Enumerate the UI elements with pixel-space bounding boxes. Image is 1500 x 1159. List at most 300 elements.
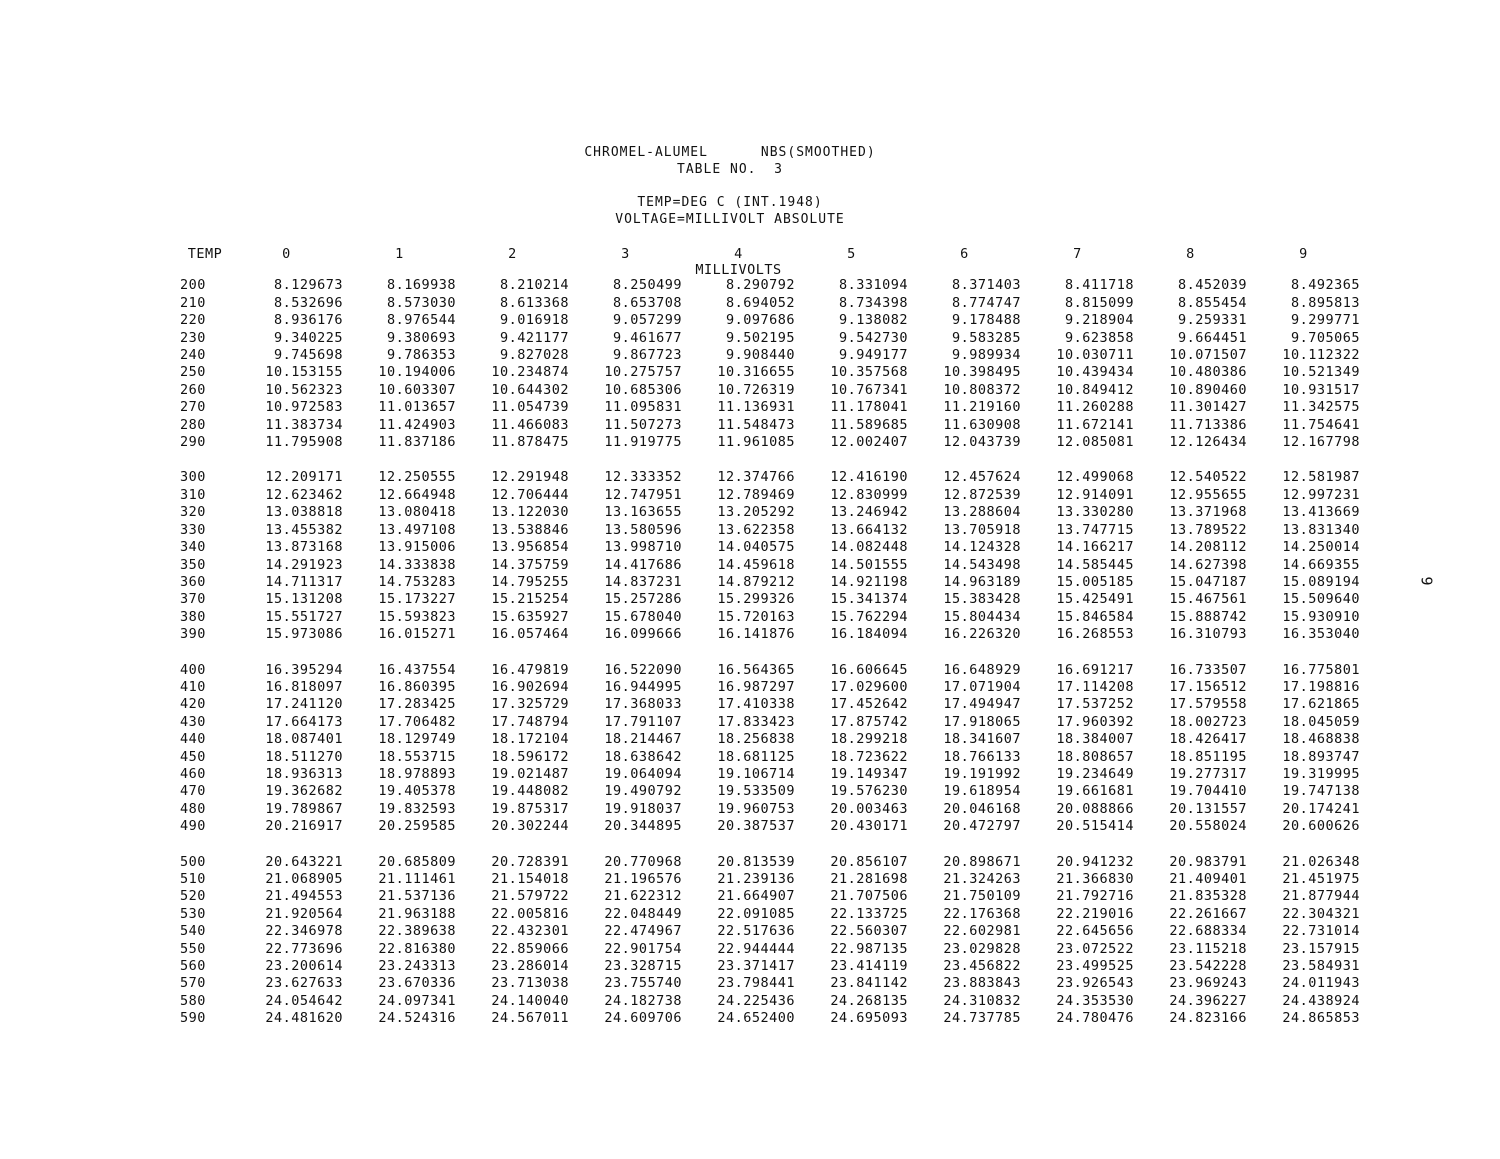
- millivolt-cell: 21.750109: [943, 888, 1021, 905]
- table-row: [180, 539, 1360, 556]
- table-row: [180, 679, 1360, 696]
- millivolt-cell: 12.085081: [1056, 434, 1134, 451]
- millivolt-cell: 19.618954: [943, 783, 1021, 800]
- table-row: [180, 888, 1360, 905]
- millivolt-cell: 18.766133: [943, 748, 1021, 765]
- millivolt-cell: 20.131557: [1169, 800, 1247, 817]
- header-title: CHROMEL-ALUMEL NBS(SMOOTHED): [584, 145, 876, 160]
- millivolt-cell: 12.540522: [1169, 469, 1247, 486]
- millivolt-cell: 19.832593: [378, 800, 456, 817]
- millivolt-cell: 16.057464: [491, 626, 569, 643]
- millivolt-cell: 19.960753: [717, 800, 795, 817]
- millivolt-cell: 9.664451: [1177, 329, 1247, 346]
- millivolt-cell: 9.827028: [499, 347, 569, 364]
- table-row: [180, 312, 1360, 329]
- millivolt-cell: 17.325729: [491, 696, 569, 713]
- millivolt-cell: 17.114208: [1056, 678, 1134, 695]
- millivolt-cell: 22.645656: [1056, 923, 1134, 940]
- millivolt-cell: 9.299771: [1290, 312, 1360, 329]
- table-row: [180, 330, 1360, 347]
- millivolt-cell: 22.176368: [943, 905, 1021, 922]
- row-temperature: 550: [180, 940, 206, 957]
- millivolt-cell: 22.859066: [491, 940, 569, 957]
- millivolt-cell: 18.256838: [717, 731, 795, 748]
- millivolt-cell: 19.747138: [1282, 783, 1360, 800]
- millivolt-cell: 13.371968: [1169, 504, 1247, 521]
- millivolt-cell: 13.956854: [491, 539, 569, 556]
- table-row: [180, 766, 1360, 783]
- millivolt-cell: 15.888742: [1169, 608, 1247, 625]
- row-temperature: 250: [180, 364, 206, 381]
- millivolt-cell: 24.011943: [1282, 975, 1360, 992]
- millivolt-cell: 9.461677: [612, 329, 682, 346]
- millivolt-cell: 24.268135: [830, 992, 908, 1009]
- millivolt-cell: 24.438924: [1282, 992, 1360, 1009]
- millivolt-cell: 21.537136: [378, 888, 456, 905]
- millivolt-cell: 14.627398: [1169, 556, 1247, 573]
- millivolt-cell: 9.380693: [386, 329, 456, 346]
- millivolt-cell: 22.602981: [943, 923, 1021, 940]
- row-temperature: 490: [180, 818, 206, 835]
- millivolt-cell: 8.613368: [499, 294, 569, 311]
- millivolt-cell: 15.215254: [491, 591, 569, 608]
- millivolt-cell: 21.792716: [1056, 888, 1134, 905]
- millivolt-cell: 21.196576: [604, 871, 682, 887]
- millivolt-cell: 23.755740: [604, 975, 682, 992]
- millivolt-cell: 20.558024: [1169, 818, 1247, 835]
- millivolt-cell: 24.737785: [943, 1010, 1021, 1027]
- block-spacer: [180, 451, 1360, 469]
- millivolt-cell: 16.310793: [1169, 626, 1247, 643]
- millivolt-cell: 23.841142: [830, 975, 908, 992]
- millivolt-cell: 23.627633: [265, 975, 343, 992]
- table-row: [180, 783, 1360, 800]
- millivolt-cell: 24.310832: [943, 992, 1021, 1009]
- millivolt-cell: 13.163655: [604, 504, 682, 521]
- millivolt-cell: 16.564365: [717, 661, 795, 678]
- millivolt-cell: 13.122030: [491, 504, 569, 521]
- millivolt-cell: 16.353040: [1282, 626, 1360, 643]
- millivolt-cell: 17.537252: [1056, 696, 1134, 713]
- millivolt-cell: 16.818097: [265, 678, 343, 695]
- row-temperature: 350: [180, 556, 206, 573]
- millivolt-cell: 14.166217: [1056, 539, 1134, 556]
- column-header-row: [180, 246, 1360, 263]
- millivolt-cell: 19.661681: [1056, 783, 1134, 800]
- column-header: 2: [508, 246, 517, 262]
- millivolt-cell: 10.071507: [1169, 347, 1247, 364]
- row-temperature: 410: [180, 678, 206, 695]
- table-row: [180, 993, 1360, 1010]
- millivolt-cell: 19.191992: [943, 765, 1021, 782]
- millivolt-cell: 23.584931: [1282, 958, 1360, 975]
- millivolt-cell: 23.286014: [491, 958, 569, 975]
- millivolt-cell: 18.045059: [1282, 713, 1360, 730]
- millivolt-cell: 19.789867: [265, 800, 343, 817]
- millivolt-cell: 16.606645: [830, 661, 908, 678]
- millivolt-cell: 9.097686: [725, 312, 795, 329]
- header-table-number: TABLE NO. 3: [677, 162, 783, 177]
- millivolt-cell: 17.918065: [943, 713, 1021, 730]
- millivolt-cell: 15.635927: [491, 608, 569, 625]
- table-row: [180, 871, 1360, 888]
- table-row: [180, 487, 1360, 504]
- millivolt-cell: 14.585445: [1056, 556, 1134, 573]
- millivolt-cell: 20.728391: [491, 853, 569, 870]
- row-temperature: 450: [180, 748, 206, 765]
- row-temperature: 540: [180, 923, 206, 940]
- millivolt-cell: 17.494947: [943, 696, 1021, 713]
- millivolt-cell: 15.425491: [1056, 591, 1134, 608]
- millivolt-cell: 24.823166: [1169, 1010, 1247, 1027]
- row-temperature: 290: [180, 434, 206, 451]
- millivolt-cell: 11.713386: [1169, 416, 1247, 433]
- millivolt-cell: 10.439434: [1056, 364, 1134, 381]
- millivolt-cell: 15.005185: [1056, 573, 1134, 590]
- millivolt-cell: 19.875317: [491, 800, 569, 817]
- millivolt-cell: 21.281698: [830, 871, 908, 887]
- millivolt-cell: 13.998710: [604, 539, 682, 556]
- millivolt-cell: 21.622312: [604, 888, 682, 905]
- millivolt-cell: 20.898671: [943, 853, 1021, 870]
- millivolt-cell: 8.210214: [499, 277, 569, 294]
- millivolt-cell: 18.384007: [1056, 731, 1134, 748]
- table-row: [180, 818, 1360, 835]
- millivolt-cell: 13.288604: [943, 504, 1021, 521]
- millivolt-cell: 8.411718: [1064, 277, 1134, 294]
- millivolt-cell: 16.437554: [378, 661, 456, 678]
- millivolt-cell: 23.328715: [604, 958, 682, 975]
- millivolt-cell: 15.173227: [378, 591, 456, 608]
- millivolt-cell: 20.983791: [1169, 853, 1247, 870]
- millivolt-cell: 20.813539: [717, 853, 795, 870]
- row-temperature: 570: [180, 975, 206, 992]
- millivolt-cell: 10.030711: [1056, 347, 1134, 364]
- millivolt-cell: 23.029828: [943, 940, 1021, 957]
- row-temperature: 300: [180, 469, 206, 486]
- row-temperature: 470: [180, 783, 206, 800]
- row-temperature: 380: [180, 608, 206, 625]
- millivolt-cell: 16.015271: [378, 626, 456, 643]
- table-row: [180, 906, 1360, 923]
- millivolt-cell: 15.804434: [943, 608, 1021, 625]
- column-header: 8: [1186, 246, 1195, 262]
- millivolt-cell: 9.138082: [838, 312, 908, 329]
- millivolt-cell: 24.865853: [1282, 1010, 1360, 1027]
- millivolt-cell: 12.581987: [1282, 469, 1360, 486]
- millivolt-cell: 17.410338: [717, 696, 795, 713]
- table-row: [180, 696, 1360, 713]
- millivolt-cell: 13.205292: [717, 504, 795, 521]
- millivolt-cell: 20.685809: [378, 853, 456, 870]
- millivolt-cell: 11.672141: [1056, 416, 1134, 433]
- millivolt-cell: 22.688334: [1169, 923, 1247, 940]
- millivolt-cell: 8.774747: [951, 294, 1021, 311]
- table-row: [180, 399, 1360, 416]
- millivolt-cell: 21.409401: [1169, 871, 1247, 887]
- millivolt-cell: 18.214467: [604, 731, 682, 748]
- millivolt-cell: 20.770968: [604, 853, 682, 870]
- row-temperature: 210: [180, 294, 206, 311]
- millivolt-cell: 12.664948: [378, 486, 456, 503]
- millivolt-cell: 18.808657: [1056, 748, 1134, 765]
- row-temperature: 460: [180, 765, 206, 782]
- millivolt-cell: 8.573030: [386, 294, 456, 311]
- millivolt-cell: 22.304321: [1282, 905, 1360, 922]
- millivolt-cell: 24.396227: [1169, 992, 1247, 1009]
- millivolt-cell: 14.753283: [378, 573, 456, 590]
- millivolt-cell: 8.532696: [273, 294, 343, 311]
- millivolt-cell: 23.157915: [1282, 940, 1360, 957]
- row-temperature: 580: [180, 992, 206, 1009]
- table-row: [180, 854, 1360, 871]
- millivolt-cell: 17.706482: [378, 713, 456, 730]
- row-temperature: 200: [180, 277, 206, 294]
- millivolt-cell: 22.474967: [604, 923, 682, 940]
- millivolt-cell: 20.430171: [830, 818, 908, 835]
- row-temperature: 220: [180, 312, 206, 329]
- table-body: [180, 277, 1360, 1027]
- millivolt-cell: 14.543498: [943, 556, 1021, 573]
- millivolt-cell: 8.290792: [725, 277, 795, 294]
- millivolt-cell: 16.648929: [943, 661, 1021, 678]
- millivolt-cell: 13.873168: [265, 539, 343, 556]
- millivolt-cell: 19.918037: [604, 800, 682, 817]
- millivolt-cell: 11.219160: [943, 399, 1021, 416]
- table-row: [180, 295, 1360, 312]
- millivolt-cell: 13.080418: [378, 504, 456, 521]
- millivolt-cell: 11.260288: [1056, 399, 1134, 416]
- millivolt-cell: 12.914091: [1056, 486, 1134, 503]
- row-temperature: 400: [180, 661, 206, 678]
- millivolt-cell: 20.643221: [265, 853, 343, 870]
- millivolt-cell: 20.387537: [717, 818, 795, 835]
- millivolt-cell: 9.583285: [951, 329, 1021, 346]
- millivolt-cell: 16.691217: [1056, 661, 1134, 678]
- millivolt-cell: 10.234874: [491, 364, 569, 381]
- row-temperature: 330: [180, 521, 206, 538]
- table-row: [180, 731, 1360, 748]
- millivolt-cell: 20.344895: [604, 818, 682, 835]
- millivolt-cell: 11.837186: [378, 434, 456, 451]
- millivolt-cell: 21.366830: [1056, 871, 1134, 887]
- millivolt-cell: 20.259585: [378, 818, 456, 835]
- table-row: [180, 975, 1360, 992]
- millivolt-cell: 23.200614: [265, 958, 343, 975]
- row-temperature: 370: [180, 591, 206, 608]
- millivolt-cell: 17.452642: [830, 696, 908, 713]
- millivolt-cell: 18.851195: [1169, 748, 1247, 765]
- millivolt-cell: 9.502195: [725, 329, 795, 346]
- millivolt-cell: 15.973086: [265, 626, 343, 643]
- millivolt-cell: 11.795908: [265, 434, 343, 451]
- millivolt-cell: 9.745698: [273, 347, 343, 364]
- millivolt-cell: 8.936176: [273, 312, 343, 329]
- millivolt-cell: 22.048449: [604, 905, 682, 922]
- millivolt-cell: 24.054642: [265, 992, 343, 1009]
- millivolt-cell: 20.046168: [943, 800, 1021, 817]
- table-row: [180, 958, 1360, 975]
- millivolt-cell: 9.542730: [838, 329, 908, 346]
- millivolt-cell: 11.754641: [1282, 416, 1360, 433]
- millivolt-cell: 22.560307: [830, 923, 908, 940]
- millivolt-cell: 17.029600: [830, 678, 908, 695]
- millivolt-cell: 11.961085: [717, 434, 795, 451]
- millivolt-cell: 15.047187: [1169, 573, 1247, 590]
- millivolt-cell: 11.054739: [491, 399, 569, 416]
- millivolt-cell: 18.299218: [830, 731, 908, 748]
- millivolt-cell: 21.707506: [830, 888, 908, 905]
- column-header: 3: [621, 246, 630, 262]
- millivolt-cell: 8.129673: [273, 277, 343, 294]
- millivolt-cell: 13.789522: [1169, 521, 1247, 538]
- millivolt-cell: 9.259331: [1177, 312, 1247, 329]
- millivolt-cell: 8.976544: [386, 312, 456, 329]
- millivolt-cell: 10.972583: [265, 399, 343, 416]
- millivolt-cell: 8.895813: [1290, 294, 1360, 311]
- millivolt-cell: 24.140040: [491, 992, 569, 1009]
- millivolt-cell: 22.133725: [830, 905, 908, 922]
- millivolt-cell: 23.969243: [1169, 975, 1247, 992]
- row-temperature: 360: [180, 573, 206, 590]
- millivolt-cell: 12.997231: [1282, 486, 1360, 503]
- millivolt-cell: 14.879212: [717, 573, 795, 590]
- millivolt-cell: 9.786353: [386, 347, 456, 364]
- millivolt-cell: 24.567011: [491, 1010, 569, 1027]
- row-temperature: 240: [180, 347, 206, 364]
- millivolt-cell: 16.141876: [717, 626, 795, 643]
- millivolt-cell: 18.596172: [491, 748, 569, 765]
- row-temperature: 260: [180, 381, 206, 398]
- table-row: [180, 923, 1360, 940]
- millivolt-cell: 16.902694: [491, 678, 569, 695]
- millivolt-cell: 16.184094: [830, 626, 908, 643]
- millivolt-cell: 8.331094: [838, 277, 908, 294]
- row-temperature: 280: [180, 416, 206, 433]
- millivolt-cell: 15.593823: [378, 608, 456, 625]
- row-temperature: 440: [180, 731, 206, 748]
- millivolt-cell: 14.291923: [265, 556, 343, 573]
- millivolt-cell: 12.250555: [378, 469, 456, 486]
- table-row: [180, 417, 1360, 434]
- millivolt-cell: 11.136931: [717, 399, 795, 416]
- millivolt-cell: 18.002723: [1169, 713, 1247, 730]
- millivolt-cell: 22.389638: [378, 923, 456, 940]
- millivolt-cell: 21.579722: [491, 888, 569, 905]
- millivolt-cell: 14.963189: [943, 573, 1021, 590]
- millivolt-cell: 18.511270: [265, 748, 343, 765]
- row-temperature: 510: [180, 871, 206, 887]
- millivolt-cell: 20.941232: [1056, 853, 1134, 870]
- millivolt-cell: 19.448082: [491, 783, 569, 800]
- millivolt-cell: 11.589685: [830, 416, 908, 433]
- millivolt-cell: 21.664907: [717, 888, 795, 905]
- millivolt-cell: 21.239136: [717, 871, 795, 887]
- millivolt-cell: 19.405378: [378, 783, 456, 800]
- millivolt-cell: 18.681125: [717, 748, 795, 765]
- row-temperature: 420: [180, 696, 206, 713]
- millivolt-cell: 22.816380: [378, 940, 456, 957]
- millivolt-cell: 15.257286: [604, 591, 682, 608]
- column-header: 0: [282, 246, 291, 262]
- millivolt-cell: 23.713038: [491, 975, 569, 992]
- millivolt-cell: 14.837231: [604, 573, 682, 590]
- millivolt-cell: 20.174241: [1282, 800, 1360, 817]
- millivolt-cell: 17.579558: [1169, 696, 1247, 713]
- millivolt-cell: 12.126434: [1169, 434, 1247, 451]
- millivolt-cell: 23.243313: [378, 958, 456, 975]
- millivolt-cell: 20.216917: [265, 818, 343, 835]
- millivolt-cell: 13.747715: [1056, 521, 1134, 538]
- row-temperature: 560: [180, 958, 206, 975]
- row-temperature: 320: [180, 504, 206, 521]
- millivolt-cell: 12.499068: [1056, 469, 1134, 486]
- millivolt-cell: 10.316655: [717, 364, 795, 381]
- millivolt-cell: 15.341374: [830, 591, 908, 608]
- table-row: [180, 277, 1360, 294]
- block-spacer: [180, 836, 1360, 854]
- millivolt-cell: 12.830999: [830, 486, 908, 503]
- millivolt-cell: 18.129749: [378, 731, 456, 748]
- thermocouple-table: [180, 246, 1360, 1028]
- millivolt-cell: 10.767341: [830, 381, 908, 398]
- units-row: [180, 263, 1360, 277]
- millivolt-cell: 21.494553: [265, 888, 343, 905]
- millivolt-cell: 23.414119: [830, 958, 908, 975]
- millivolt-cell: 19.490792: [604, 783, 682, 800]
- block-spacer: [180, 644, 1360, 662]
- header-temp-scale: TEMP=DEG C (INT.1948): [637, 195, 823, 210]
- table-row: [180, 801, 1360, 818]
- column-header: 9: [1299, 246, 1308, 262]
- millivolt-cell: 22.773696: [265, 940, 343, 957]
- table-row: [180, 1010, 1360, 1027]
- millivolt-cell: 19.319995: [1282, 765, 1360, 782]
- millivolt-cell: 17.283425: [378, 696, 456, 713]
- millivolt-cell: 23.926543: [1056, 975, 1134, 992]
- millivolt-cell: 13.455382: [265, 521, 343, 538]
- millivolt-cell: 16.733507: [1169, 661, 1247, 678]
- millivolt-cell: 12.043739: [943, 434, 1021, 451]
- millivolt-cell: 10.890460: [1169, 381, 1247, 398]
- millivolt-cell: 21.154018: [491, 871, 569, 887]
- millivolt-cell: 13.664132: [830, 521, 908, 538]
- millivolt-cell: 16.987297: [717, 678, 795, 695]
- millivolt-cell: 17.748794: [491, 713, 569, 730]
- millivolt-cell: 17.791107: [604, 713, 682, 730]
- millivolt-cell: 11.013657: [378, 399, 456, 416]
- millivolt-cell: 17.875742: [830, 713, 908, 730]
- millivolt-cell: 11.342575: [1282, 399, 1360, 416]
- table-row: [180, 364, 1360, 381]
- millivolt-cell: 19.362682: [265, 783, 343, 800]
- millivolt-cell: 21.877944: [1282, 888, 1360, 905]
- column-header: 5: [847, 246, 856, 262]
- row-temperature: 310: [180, 486, 206, 503]
- millivolt-cell: 16.395294: [265, 661, 343, 678]
- millivolt-cell: 12.789469: [717, 486, 795, 503]
- millivolt-cell: 16.860395: [378, 678, 456, 695]
- millivolt-cell: 13.622358: [717, 521, 795, 538]
- millivolt-cell: 10.644302: [491, 381, 569, 398]
- millivolt-cell: 15.467561: [1169, 591, 1247, 608]
- millivolt-cell: 15.762294: [830, 608, 908, 625]
- millivolt-cell: 11.507273: [604, 416, 682, 433]
- millivolt-cell: 15.089194: [1282, 573, 1360, 590]
- millivolt-cell: 20.515414: [1056, 818, 1134, 835]
- millivolt-cell: 10.685306: [604, 381, 682, 398]
- millivolt-cell: 19.533509: [717, 783, 795, 800]
